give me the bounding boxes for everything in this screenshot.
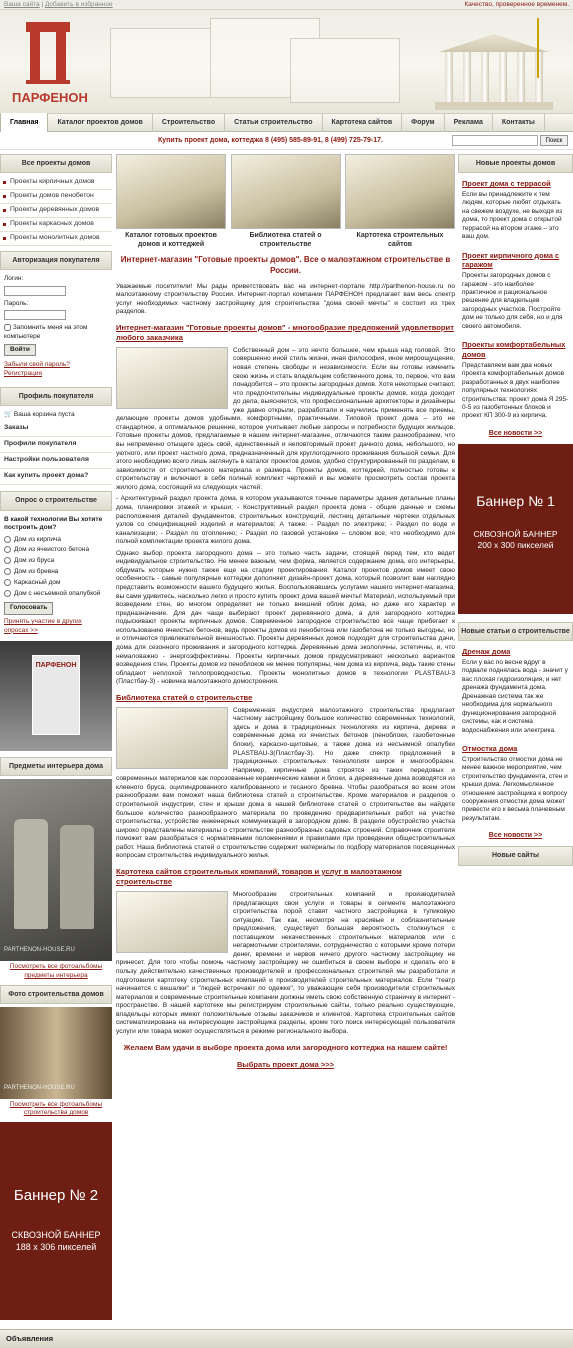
article-item <box>458 741 573 829</box>
menu-item-frame[interactable]: Проекты каркасных домов <box>0 218 112 232</box>
poll-option-4[interactable] <box>4 568 11 575</box>
page-title: Интернет-магазин "Готовые проекты домов". Все о малоэтажном строительстве в России. <box>120 255 451 276</box>
phone-bar <box>0 132 573 150</box>
remember-checkbox[interactable] <box>4 324 11 331</box>
interior-header: Предметы интерьера дома <box>0 757 112 776</box>
login-form <box>0 273 112 380</box>
construction-photo[interactable] <box>0 1007 112 1099</box>
crane-icon <box>537 18 551 78</box>
news-body: Если вы принадлежите к тем людям, которые любят отдыхать на свежем воздухе, не выходя из дома, то проект дома с открытой террасой на втором этаже – это ваш дом. <box>462 191 563 241</box>
login-label: Логин: <box>4 275 24 283</box>
poll-option-1[interactable] <box>4 536 11 543</box>
library-photo <box>116 707 228 769</box>
banner-1-size: 200 х 300 пикселей <box>477 539 554 550</box>
banner-2-size: 188 х 306 пикселей <box>15 1241 97 1252</box>
banner-1[interactable] <box>458 444 573 614</box>
article-title[interactable]: Дренаж дома <box>462 647 511 657</box>
news-title[interactable]: Проект кирпичного дома с гаражом <box>462 250 560 270</box>
nav-item-articles[interactable]: Статьи строительство <box>225 113 322 132</box>
content <box>0 150 573 1320</box>
intro-text: Уважаемые посетители! Мы рады приветствовать вас на интернет-портале http://parthenon-house.ru по малоэтажному строительству России. Интернет-портал компании ПАРФЕНОН предлагает вам весь спектр услуг необходимых частному застройщику для строительства "дома своей мечты" и состоит из трех разделов. <box>116 282 455 316</box>
thumb-caption: Библиотека статей о строительстве <box>249 232 322 249</box>
remember-label: Запомнить меня на этом компьютере <box>4 324 88 341</box>
password-label: Пароль: <box>4 299 29 307</box>
nav-item-sites[interactable]: Картотека сайтов <box>323 113 403 132</box>
nav-item-contacts[interactable]: Контакты <box>493 113 545 132</box>
top-link-favorites[interactable]: Добавить в избранное <box>44 1 113 8</box>
top-bar <box>0 0 573 10</box>
cart-icon: 🛒 <box>4 410 13 418</box>
nav-item-forum[interactable]: Форум <box>402 113 444 132</box>
poll-question: В какой технологии Вы хотите построить дом? <box>4 515 103 532</box>
wish-text: Желаем Вам удачи в выборе проекта дома или загородного коттеджа на нашем сайте! <box>123 1042 448 1052</box>
project-menu <box>0 176 112 246</box>
login-field[interactable] <box>4 286 66 296</box>
interior-watermark: PARTHENON-HOUSE.RU <box>4 947 75 954</box>
brand-image[interactable] <box>0 641 112 751</box>
profile-link-profiles[interactable]: Профили покупателя <box>0 437 112 453</box>
poll-option-6[interactable] <box>4 590 11 597</box>
library-text: Современная индустрия малоэтажного строительства предлагает частному застройщику большое количество современных технологий, здесь и дома в традиционных технологиях из кирпича, дерева и современные дома из ячеистых бетонов (пеноблоки, газобетонные блоки), каркасно-щитовые, а также дома из несъемной опалубки PLASTBAU-3(Пластбау-3). Но даже спектр предложений в традиционных строительных технологиях широк и многообразен. Например, кирпичные дома строятся из таких передовых и современных материалов как порозованные керамические камни и блоки, а деревянные дома возводятся из клееного бруса, оцилиндрованного калиброванного и тесаного бревна. Чтобы разобраться во всем этом разнообразии вам поможет наша библиотека статей о строительстве. Кроме материалов и разделов о строительной индустрии, стен и крыши дома в нашей библиотеке статей о строительстве вы найдете большое количество разнообразного материала по проведению предварительных работ на участке строительства, устройстве инженерных коммуникаций в загородном доме. В разделе обустройство участка широко представлены материалы о строительстве разнообразных садовых строений. Справочник строителя поможет вам разобраться с нормативными положениями и правилами при проведении общестроительных работ. Наша библиотека статей о строительстве содержит материалы по подбору материалов посвященных вопросам строительства индивидуального жилья. <box>116 706 455 860</box>
new-sites-header: Новые сайты <box>458 846 573 865</box>
article-title[interactable]: Отмостка дома <box>462 743 518 753</box>
left-sidebar <box>0 154 112 1320</box>
all-projects-header[interactable]: Все проекты домов <box>0 154 112 173</box>
news-title[interactable]: Проекты комфортабельных домов <box>462 340 566 359</box>
building-illustration <box>431 16 561 112</box>
brand-logo-text: ПАРФЕНОН <box>35 662 77 670</box>
footer-ads-header: Объявления <box>0 1329 573 1348</box>
all-articles-link[interactable]: Все новости >> <box>488 832 543 840</box>
phone-numbers: Купить проект дома, коттеджа 8 (495) 585-89-91, 8 (499) 725-79-17. <box>158 137 383 144</box>
section-thumbs <box>116 154 455 249</box>
sites-photo <box>116 891 228 953</box>
shop-text: Собственный дом – это нечто большее, чем крыша над головой. Это совершенно иной стиль жизни, иная философия, иное мироощущение, новая степень свободы и независимости. Если вы готовы изменить свою жизнь и стать владельцем собственного дома, то, первое, что вам понадобится – это проекты загородных домов. Хотя некоторые считают, что предпочтительны индивидуальные проекты домов, когда доходит до дела, выясняется, что профессиональные архитекторы и дизайнеры уже давно открыли, разработали и научились применять все приемы, делающие проекты домов удобными, комфортными, практичными. Типовой проект дома – это не стандартное, а оптимальное решение, которое учитывает любые запросы и потребности будущих жильцов. Готовые проекты домов, предлагаемые в нашем интернет-магазине, отличаются таким разнообразием, что вы непременно отыщете здесь свой, единственный и неповторимый проект дачного дома, небольшого, но уютного, или проект частного дома, предназначенный для круглогодичного проживания большой семьи. Для этого необходимо всего лишь заглянуть в каталог проектов домов, удобно структурированный по разделам, в зависимости от строительного материала и размера. Проекты домов, коттеджей, полностью готовы к строительству и включают в себя полный комплект чертежей и вы можете просмотреть состав проекта жилого дома, состоящий из следующих частей: <box>116 346 455 491</box>
article-body: Если у вас по весне вдруг в подвале поднялась вода - значит у вас плохая гидроизоляция, и нет дренажа фундамента дома. Дренажная система так же необходима для нормального функционирования загородной системы, как и система водоснабжения или электрика. <box>462 659 568 734</box>
choose-project-link[interactable]: Выбрать проект дома >>> <box>236 1060 335 1070</box>
poll-option-label: Дом из кирпича <box>14 535 62 543</box>
news-body: Представляем вам два новых проекта комфортабельных домов разработанных в двух наиболее популярных технологиях строительства: проект дома Я 295-0-5 из газобетонных блоков и проект КП 300-9 из кирпича. <box>462 361 569 420</box>
menu-item-monolith[interactable]: Проекты монолитных домов <box>0 232 112 246</box>
search-input[interactable] <box>452 135 538 146</box>
poll <box>0 514 112 638</box>
blueprint-decoration <box>110 18 410 108</box>
photo-header: Фото строительства домов <box>0 985 112 1004</box>
poll-option-label: Дом из бруса <box>14 557 55 565</box>
main-content <box>116 154 455 1070</box>
search-button[interactable]: Поиск <box>540 135 568 146</box>
profile-link-orders[interactable]: Заказы <box>0 421 112 437</box>
poll-option-3[interactable] <box>4 557 11 564</box>
banner-1-sub: СКВОЗНОЙ БАННЕР <box>473 528 558 539</box>
sites-image <box>345 154 455 229</box>
news-body: Проекты загородных домов с гаражом - это наиболее практичное и рациональное решение для владельцев загородных участков. Постройте дом не только для себя, но и для своего автомобиля. <box>462 272 563 330</box>
profile-link-settings[interactable]: Настройки пользователя <box>0 453 112 469</box>
section-sites-title[interactable]: Картотека сайтов строительных компаний, товаров и услуг в малоэтажном строительстве <box>116 866 402 886</box>
main-nav <box>0 113 573 132</box>
all-news-link[interactable]: Все новости >> <box>488 429 543 437</box>
poll-option-5[interactable] <box>4 579 11 586</box>
banner-2-title: Баннер № 2 <box>13 1186 99 1204</box>
other-polls-link[interactable]: Принять участие в других опросах >> <box>4 618 82 634</box>
login-button[interactable]: Войти <box>4 344 36 357</box>
shop-text-list: - Архитектурный раздел проекта дома, в котором указываются точные параметры здания детальные планы дома, планировки этажей и крыши; - Конструктивный раздел проекта дома - общие данные и схемы расположения деталей фундаментов, строительных конструкций, лестниц детальные чертежи отдельных узлов со спецификацией изделий и материалов; А также: - Раздел по электрике; - Раздел по воде и канализации; - Раздел по отоплению; - Раздел по газовой установке – словом все, что необходимо для полной комплектации проекта жилого дома. <box>116 495 455 546</box>
poll-option-label: Каркасный дом <box>14 579 61 587</box>
thumb-caption: Картотека строительных сайтов <box>356 232 444 249</box>
poll-option-label: Дом из ячеистого бетона <box>14 546 90 554</box>
section-shop-title[interactable]: Интернет-магазин "Готовые проекты домов" - многообразие предложений удовлетворит любого заказчика <box>116 322 454 342</box>
slogan: Качество, проверенное временем. <box>464 1 569 8</box>
news-item <box>458 337 573 427</box>
interior-albums-link[interactable]: Посмотреть все фотоальбомы предметы интерьера <box>9 963 103 979</box>
banner-2-sub: СКВОЗНОЙ БАННЕР <box>11 1229 101 1240</box>
banner-1-title: Баннер № 1 <box>476 493 555 510</box>
poll-header: Опрос о строительстве <box>0 491 112 510</box>
sites-text: Многообразие строительных компаний и производителей предлагающих свои услуги и товары в сегменте малоэтажного строительства порой ставят частного застройщика в тупиковую ситуацию. Так как, несмотря на красивые и соблазнительные предложения, существует большая вероятность столкнуться с поставщиком некачественных строительных материалов или с негармотными строителями, сотрудничество с которыми кроме потери денег, времени и нервов ничего другого частному застройщику не принесет. Для того чтобы помочь частному застройщику не ошибиться в своем выборе и сделать его в пользу действительно качественных производителей и профессиональных строителей мы разработали и подготовили картотеку строительных компаний и производителей строительных материалов. Если "театр начинается с вешалки" и "людей встречают по одежке", то уважающие себя производители строительных материалов и современные строительные компании должны иметь свою собственную страничку в интернет - пространстве. В нашей картотеке мы регистрируем строительные сайты, только реально существующие, владельцы которых имеют положительные отзывы заказчиков и клиентов. Картотека строительных сайтов систематизирована на интересующие застройщика разделы, кроме того поиск интересующей пользователя услуги или товара может осуществляться в режиме регионального выбора. <box>116 890 455 1035</box>
catalog-image <box>116 154 226 229</box>
menu-item-foam[interactable]: Проекты домов пенобетон <box>0 190 112 204</box>
news-item <box>458 248 573 338</box>
thumb-sites[interactable] <box>345 154 455 249</box>
thumb-library[interactable] <box>231 154 341 249</box>
vote-button[interactable]: Голосовать <box>4 602 53 615</box>
cart-label: Ваша корзина пуста <box>13 410 75 418</box>
forgot-password-link[interactable]: Забыли свой пароль? <box>4 361 70 369</box>
banner-2[interactable] <box>0 1122 112 1320</box>
poll-option-label: Дом из бревна <box>14 568 59 576</box>
profile-links <box>0 421 112 485</box>
nav-item-home[interactable]: Главная <box>0 112 48 132</box>
auth-header: Авторизация покупателя <box>0 251 112 270</box>
site-logo[interactable] <box>12 22 88 110</box>
profile-header: Профиль покупателя <box>0 387 112 406</box>
nav-item-construction[interactable]: Строительство <box>153 113 225 132</box>
nav-item-ads[interactable]: Реклама <box>445 113 493 132</box>
menu-item-wood[interactable]: Проекты деревянных домов <box>0 204 112 218</box>
article-body: Строительство отмостки дома не менее важное мероприятие, чем строительство фундамента, стен и крыши дома. Легкомысленное отношение застройщика к вопросу сооружения отмостки дома может привести его к весьма плачевным результатам. <box>462 755 568 822</box>
photo-watermark: PARTHENON-HOUSE.RU <box>4 1084 75 1091</box>
new-articles-header: Новые статьи о строительстве <box>458 622 573 641</box>
logo-text: ПАРФЕНОН <box>12 90 88 105</box>
shop-text-2: Однако выбор проекта загородного дома – это только часть задачи, стоящей перед тем, кто ведет индивидуальное строительство. Не менее важным, чем форма, является содержание дома, его интерьеры, обдумать которые нужно также еще на стадии проектирования. Каталог проектов домов имеет свою особенность - самые популярные коттеджи дополняет дизайн-проект дома, который позволит вам наглядно представить возможности вашего будущего жилья. Воспользовавшись услугами нашего интернет-магазина, вы сами удивитесь, насколько легко и просто купить проект дома вашей мечты! Материал, используемый при возведении стен, во многом определяет не только внешний облик дома, но даже его характер и предназначение. Для дач чаще выбирают проект деревянного дома, а для загородного коттеджа подыскивают проекты кирпичных домов. Современное загородное строительство все чаще прибегает к использованию ячеистых бетонов, ведь проекты домов из пенобетона или газобетона не только выгодны, но и отличаются привлекательной внешностью. Проекты деревянных домов подходят для строительства дачи, дома для сезонного проживания и загородного коттеджа. Деревянные дома экологичны, эстетичны, и, что немаловажно - энергоэффективны. Проекты кирпичных домов предусматривают несколько вариантов возведения стен. Проекты домов из пеноблоков не менее популярны, чем дома из кирпича, ведь такие стены обладают неплохой теплопроводностью. Проекты монолитных домов в технологии PLASTBAU-3 (Пластбау-3) - новинка малоэтажного домостроения. <box>116 549 455 686</box>
top-link-home[interactable]: Ваша сайта <box>4 1 40 8</box>
section-library-title[interactable]: Библиотека статей о строительстве <box>116 692 253 702</box>
menu-item-brick[interactable]: Проекты кирпичных домов <box>0 176 112 190</box>
shop-image <box>116 347 228 409</box>
library-image <box>231 154 341 229</box>
thumb-catalog[interactable] <box>116 154 226 249</box>
poll-option-2[interactable] <box>4 546 11 553</box>
news-title[interactable]: Проект дома с террасой <box>462 179 551 189</box>
cart-status[interactable] <box>0 409 112 422</box>
thumb-caption: Каталог готовых проектов домов и коттеджей <box>125 232 217 249</box>
top-links: Ваша сайта | Добавить в избранное <box>4 1 113 8</box>
news-item <box>458 176 573 247</box>
poll-option-label: Дом с несъемной опалубкой <box>14 589 101 597</box>
register-link[interactable]: Регистрация <box>4 370 42 377</box>
password-field[interactable] <box>4 310 66 320</box>
interior-photo[interactable] <box>0 779 112 961</box>
right-sidebar <box>458 154 573 869</box>
new-projects-header: Новые проекты домов <box>458 154 573 173</box>
profile-link-how-to-buy[interactable]: Как купить проект дома? <box>0 469 112 485</box>
nav-item-catalog[interactable]: Каталог проектов домов <box>48 113 152 132</box>
article-item <box>458 644 573 741</box>
construction-albums-link[interactable]: Посмотреть все фотоальбомы строительства домов <box>9 1100 103 1117</box>
header <box>0 10 573 113</box>
